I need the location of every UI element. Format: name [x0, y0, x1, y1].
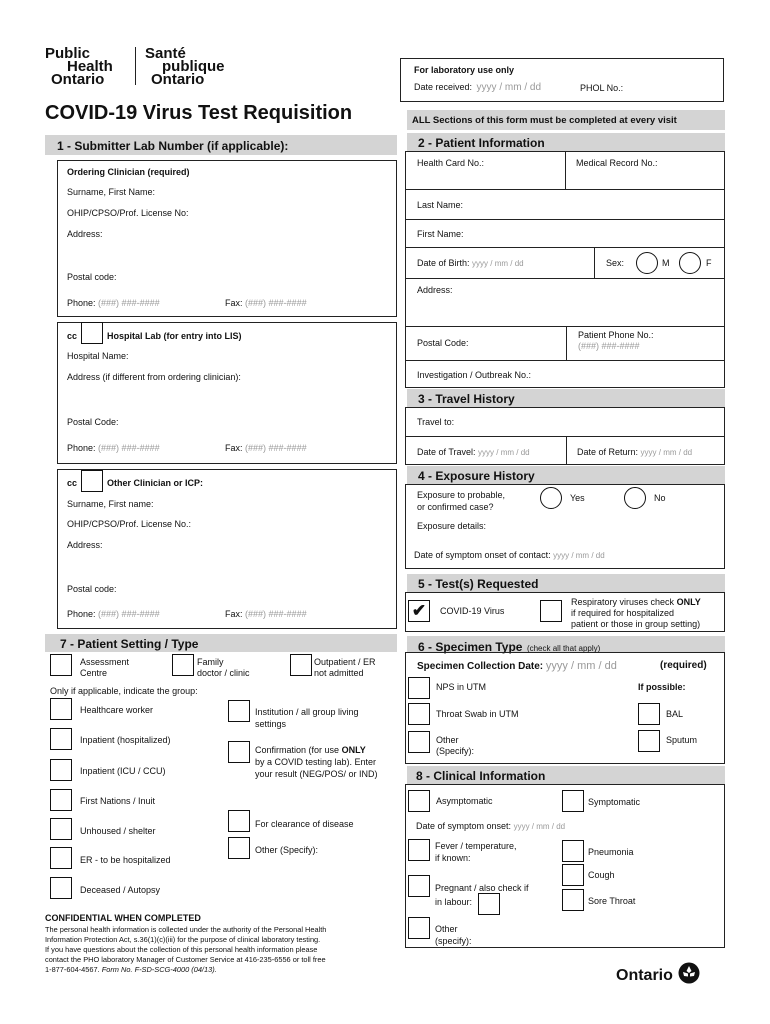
sex-label: Sex:	[606, 258, 625, 268]
fax3-label: Fax:	[225, 609, 243, 619]
confirmation-line-2: by a COVID testing lab). Enter	[255, 757, 377, 767]
health-card-label[interactable]: Health Card No.:	[417, 158, 485, 168]
other-clinical-label	[435, 923, 472, 947]
collection-date-label: Specimen Collection Date:	[417, 661, 544, 672]
collection-date-placeholder: yyyy / mm / dd	[545, 660, 617, 672]
sex-f-radio[interactable]	[679, 252, 701, 274]
family-line-2: doctor / clinic	[197, 668, 250, 678]
healthcare-worker-checkbox[interactable]	[50, 698, 72, 720]
contact-onset-label: Date of symptom onset of contact:	[414, 550, 551, 560]
inpatient-hosp-label: Inpatient (hospitalized)	[80, 735, 171, 745]
outpatient-line-2: not admitted	[314, 668, 364, 678]
s1-title: 1 - Submitter Lab Number (if applicable):	[57, 139, 289, 153]
exposure-line-2: or confirmed case?	[417, 502, 494, 512]
date-travel-placeholder: yyyy / mm / dd	[478, 448, 530, 457]
bal-label: BAL	[666, 709, 684, 719]
fax-field[interactable]	[225, 298, 307, 308]
date-received	[414, 82, 541, 93]
family-line-1: Family	[197, 657, 224, 667]
phone3-field[interactable]	[67, 609, 160, 619]
clearance-checkbox[interactable]	[228, 810, 250, 832]
date-travel-field[interactable]	[417, 447, 530, 457]
hospital-name-label[interactable]: Hospital Name:	[67, 351, 129, 361]
phone2-field[interactable]	[67, 443, 160, 453]
pregnant-line-1: Pregnant / also check if	[435, 883, 529, 893]
assessment-label	[80, 657, 129, 679]
group-label: Only if applicable, indicate the group:	[50, 686, 198, 696]
fever-line-1: Fever / temperature,	[435, 841, 517, 851]
postal2-label[interactable]: Postal Code:	[67, 417, 119, 427]
sore-throat-label: Sore Throat	[588, 896, 636, 906]
outpatient-checkbox[interactable]	[290, 654, 312, 676]
patient-address-label[interactable]: Address:	[417, 285, 453, 295]
form-number: Form No. F-SD-SCG-4000 (04/13).	[101, 965, 217, 974]
date-received-input[interactable]: yyyy / mm / dd	[476, 82, 541, 93]
bal-checkbox[interactable]	[638, 703, 660, 725]
patient-postal-label[interactable]: Postal Code:	[417, 338, 469, 348]
exposure-details-label[interactable]: Exposure details:	[417, 521, 487, 531]
address-label[interactable]: Address:	[67, 229, 103, 239]
postal3-label[interactable]: Postal code:	[67, 584, 117, 594]
form-title: COVID-19 Virus Test Requisition	[45, 102, 353, 124]
fever-line-2: if known:	[435, 853, 471, 863]
cough-label: Cough	[588, 870, 615, 880]
fax2-label: Fax:	[225, 443, 243, 453]
asymptomatic-label: Asymptomatic	[436, 796, 493, 806]
cough-checkbox[interactable]	[562, 864, 584, 886]
hospital-lab-label: Hospital Lab (for entry into LIS)	[107, 331, 242, 341]
s6-title: 6 - Specimen Type	[418, 640, 523, 654]
dob-placeholder: yyyy / mm / dd	[472, 259, 524, 268]
pho-logo-fr	[145, 47, 225, 86]
confirmation-line-3: your result (NEG/POS/ or IND)	[255, 769, 378, 779]
confirmation-only: ONLY	[341, 745, 366, 755]
postal-label[interactable]: Postal code:	[67, 272, 117, 282]
other-clinical-line-1: Other	[435, 924, 458, 934]
other-setting-checkbox[interactable]	[228, 837, 250, 859]
institution-line-1: Institution / all group living	[255, 707, 359, 717]
throat-swab-checkbox[interactable]	[408, 703, 430, 725]
institution-line-2: settings	[255, 719, 287, 729]
unhoused-label: Unhoused / shelter	[80, 826, 156, 836]
surname2-label[interactable]: Surname, First name:	[67, 499, 154, 509]
s3-title: 3 - Travel History	[418, 392, 515, 406]
collection-date-field[interactable]	[417, 660, 617, 672]
other-setting-label: Other (Specify):	[255, 845, 319, 855]
resp-check-text: Respiratory viruses check	[571, 597, 675, 607]
unhoused-checkbox[interactable]	[50, 818, 72, 840]
sex-f-label: F	[706, 258, 712, 268]
logo-fr-3: Ontario	[151, 71, 205, 88]
contact-onset-placeholder: yyyy / mm / dd	[553, 551, 605, 560]
other-clinical-checkbox[interactable]	[408, 917, 430, 939]
throat-swab-label: Throat Swab in UTM	[436, 709, 519, 719]
lab-use-label: For laboratory use only	[414, 65, 515, 75]
other-clinical-line-2: (specify):	[435, 936, 472, 946]
asymptomatic-checkbox[interactable]	[408, 790, 430, 812]
other-specimen-checkbox[interactable]	[408, 731, 430, 753]
other-specimen-line-1: Other	[436, 735, 459, 745]
fax-label: Fax:	[225, 298, 243, 308]
pregnant-checkbox[interactable]	[408, 875, 430, 897]
cc-label-2: cc	[67, 478, 78, 488]
other-clinician-label: Other Clinician or ICP:	[107, 478, 204, 488]
first-nations-checkbox[interactable]	[50, 789, 72, 811]
er-checkbox[interactable]	[50, 847, 72, 869]
cc-label-1: cc	[67, 331, 78, 341]
ontario-wordmark: Ontario	[616, 966, 673, 984]
travel-to-label[interactable]: Travel to:	[417, 417, 455, 427]
pregnant-line-2: in labour:	[435, 897, 473, 907]
healthcare-worker-label: Healthcare worker	[80, 705, 154, 715]
logo-fr-1: Santé	[145, 45, 186, 62]
pneumonia-label: Pneumonia	[588, 847, 634, 857]
inpatient-hosp-checkbox[interactable]	[50, 728, 72, 750]
first-name-label[interactable]: First Name:	[417, 229, 464, 239]
sore-throat-checkbox[interactable]	[562, 889, 584, 911]
ordering-clinician-box	[57, 160, 397, 317]
patient-phone-placeholder: (###) ###-####	[578, 341, 640, 351]
logo-en-2: Health	[67, 58, 113, 75]
privacy-notice	[45, 925, 326, 975]
resp-viruses-checkbox[interactable]	[540, 600, 562, 622]
logo-en-1: Public	[45, 45, 91, 62]
ohip-label[interactable]: OHIP/CPSO/Prof. License No:	[67, 208, 189, 218]
assessment-line-2: Centre	[80, 668, 108, 678]
exposure-line-1: Exposure to probable,	[417, 490, 506, 500]
ontario-logo	[616, 962, 700, 989]
resp-viruses-label	[571, 597, 701, 630]
fax2-placeholder: (###) ###-####	[245, 443, 307, 453]
contact-onset-field[interactable]	[414, 550, 605, 560]
notice-line-3: If you have questions about the collection of this personal health information please	[45, 945, 318, 954]
date-return-label: Date of Return:	[577, 447, 639, 457]
family-doctor-checkbox[interactable]	[172, 654, 194, 676]
notice-line-4: contact the PHO laboratory Manager of Customer Service at 416-235-6556 or toll free	[45, 955, 326, 964]
trillium-icon	[678, 962, 700, 989]
s8-title: 8 - Clinical Information	[416, 769, 546, 783]
address-diff-label[interactable]: Address (if different from ordering clinician):	[67, 372, 241, 382]
exposure-no-label: No	[654, 493, 666, 503]
confirmation-label	[255, 744, 378, 780]
inpatient-icu-label: Inpatient (ICU / CCU)	[80, 766, 166, 776]
patient-phone-field[interactable]	[578, 330, 654, 352]
notice-phone: 1-877-604-4567.	[45, 965, 100, 974]
sex-m-label: M	[662, 258, 670, 268]
date-received-label: Date received:	[414, 82, 473, 92]
notice-line-1: The personal health information is collected under the authority of the Personal Health	[45, 925, 327, 934]
resp-line-3: patient or those in group setting)	[571, 619, 701, 629]
labour-checkbox[interactable]	[478, 893, 500, 915]
phone2-placeholder: (###) ###-####	[98, 443, 160, 453]
s5-title: 5 - Test(s) Requested	[418, 577, 539, 591]
assessment-line-1: Assessment	[80, 657, 130, 667]
covid-checkbox[interactable]: ✔	[408, 600, 430, 622]
confirmation-line-1	[255, 744, 378, 756]
inpatient-icu-checkbox[interactable]	[50, 759, 72, 781]
address3-label[interactable]: Address:	[67, 540, 103, 550]
logo-fr-2: publique	[162, 58, 225, 75]
deceased-label: Deceased / Autopsy	[80, 885, 161, 895]
resp-line-2: if required for hospitalized	[571, 608, 675, 618]
phone-label: Phone:	[67, 298, 96, 308]
ordering-clinician-label: Ordering Clinician (required)	[67, 167, 190, 177]
institution-label	[255, 706, 359, 730]
resp-only: ONLY	[676, 597, 701, 607]
resp-line-1	[571, 597, 701, 608]
nps-label: NPS in UTM	[436, 682, 487, 692]
exposure-no-radio[interactable]	[624, 487, 646, 509]
s4-title: 4 - Exposure History	[418, 469, 535, 483]
fax3-field[interactable]	[225, 609, 307, 619]
surname-label[interactable]: Surname, First Name:	[67, 187, 156, 197]
notice-line-5	[45, 965, 326, 975]
date-return-field[interactable]	[577, 447, 692, 457]
fever-label	[435, 840, 517, 864]
covid-label: COVID-19 Virus	[440, 606, 505, 616]
institution-checkbox[interactable]	[228, 700, 250, 722]
clearance-label: For clearance of disease	[255, 819, 354, 829]
family-doctor-label	[197, 657, 250, 679]
ohip2-label[interactable]: OHIP/CPSO/Prof. License No.:	[67, 519, 192, 529]
other-specimen-line-2: (Specify):	[436, 746, 475, 756]
symptom-onset-field[interactable]	[416, 821, 565, 831]
if-possible-label: If possible:	[638, 682, 686, 692]
sputum-label: Sputum	[666, 735, 698, 745]
last-name-label[interactable]: Last Name:	[417, 200, 464, 210]
sputum-checkbox[interactable]	[638, 730, 660, 752]
phone-placeholder: (###) ###-####	[98, 298, 160, 308]
phone-field[interactable]	[67, 298, 160, 308]
fax-placeholder: (###) ###-####	[245, 298, 307, 308]
confirmation-checkbox[interactable]	[228, 741, 250, 763]
other-clinician-checkbox[interactable]	[81, 470, 103, 492]
date-travel-label: Date of Travel:	[417, 447, 476, 457]
outpatient-line-1: Outpatient / ER	[314, 657, 376, 667]
er-label: ER - to be hospitalized	[80, 855, 171, 865]
first-nations-label: First Nations / Inuit	[80, 796, 156, 806]
date-return-placeholder: yyyy / mm / dd	[640, 448, 693, 457]
symptomatic-checkbox[interactable]	[562, 790, 584, 812]
all-sections-note: ALL Sections of this form must be completed at every visit	[412, 115, 677, 126]
dob-field[interactable]	[417, 258, 524, 268]
exposure-question	[417, 489, 505, 513]
exposure-yes-label: Yes	[570, 493, 585, 503]
phone3-label: Phone:	[67, 609, 96, 619]
pneumonia-checkbox[interactable]	[562, 840, 584, 862]
required-label: (required)	[660, 660, 707, 671]
confidential-heading: CONFIDENTIAL WHEN COMPLETED	[45, 913, 201, 923]
other-specimen-label	[436, 735, 474, 757]
patient-phone-label: Patient Phone No.:	[578, 330, 654, 340]
assessment-checkbox[interactable]	[50, 654, 72, 676]
fever-checkbox[interactable]	[408, 839, 430, 861]
other-clinician-box	[57, 469, 397, 629]
notice-line-2: Information Protection Act, s.36(1)(c)(iii) for the purpose of clinical laboratory testing.	[45, 935, 321, 944]
pho-logo	[45, 47, 113, 86]
sex-m-radio[interactable]	[636, 252, 658, 274]
symptomatic-label: Symptomatic	[588, 797, 641, 807]
symptom-onset-label: Date of symptom onset:	[416, 821, 512, 831]
exposure-yes-radio[interactable]	[540, 487, 562, 509]
deceased-checkbox[interactable]	[50, 877, 72, 899]
outpatient-label	[314, 657, 376, 679]
s6-title-note: (check all that apply)	[526, 644, 601, 653]
fax3-placeholder: (###) ###-####	[245, 609, 307, 619]
investigation-label[interactable]: Investigation / Outbreak No.:	[417, 370, 532, 380]
hospital-lab-checkbox[interactable]	[81, 322, 103, 344]
dob-label: Date of Birth:	[417, 258, 470, 268]
phone3-placeholder: (###) ###-####	[98, 609, 160, 619]
confirmation-text: Confirmation (for use	[255, 745, 340, 755]
logo-en-3: Ontario	[51, 71, 105, 88]
phone2-label: Phone:	[67, 443, 96, 453]
medical-record-label[interactable]: Medical Record No.:	[576, 158, 658, 168]
fax2-field[interactable]	[225, 443, 307, 453]
s2-title: 2 - Patient Information	[418, 136, 545, 150]
s7-title: 7 - Patient Setting / Type	[60, 637, 199, 651]
nps-checkbox[interactable]	[408, 677, 430, 699]
symptom-onset-placeholder: yyyy / mm / dd	[513, 822, 566, 831]
phol-label: PHOL No.:	[580, 83, 624, 93]
